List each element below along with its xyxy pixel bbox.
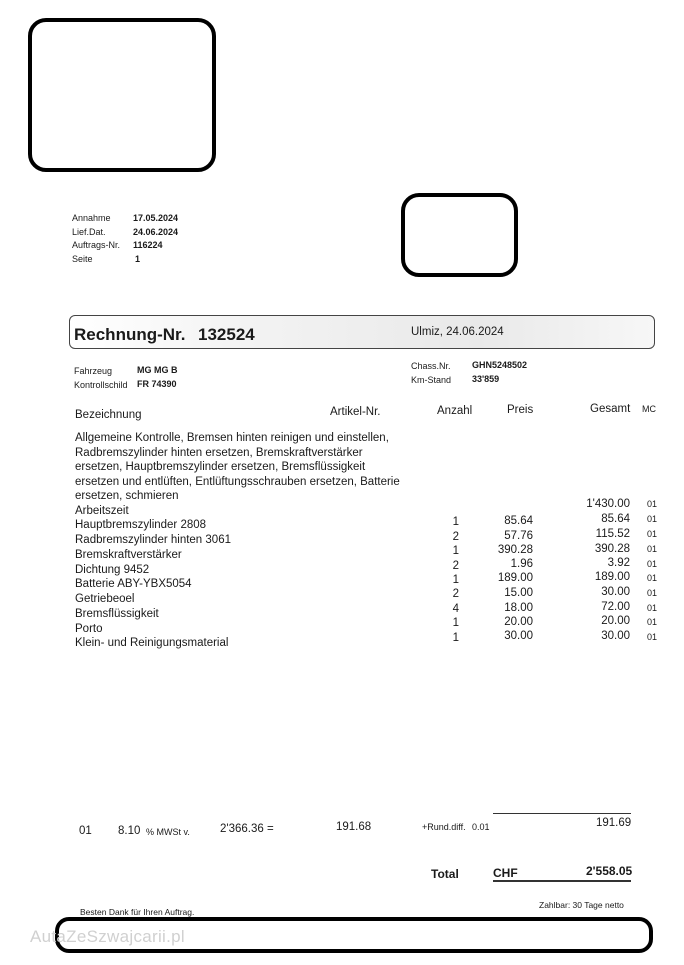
total-currency: CHF	[493, 866, 518, 880]
item-mc: 01	[647, 514, 658, 524]
payment-terms: Zahlbar: 30 Tage netto	[539, 900, 624, 910]
kontroll-value: FR 74390	[137, 379, 177, 389]
item-total: 20.00	[601, 615, 630, 627]
item-qty: 4	[452, 603, 459, 615]
item-total: 85.64	[601, 513, 630, 525]
item-qty: 1	[452, 617, 459, 629]
item-total: 3.92	[607, 557, 630, 569]
item-mc: 01	[647, 573, 658, 583]
item-total: 115.52	[595, 528, 630, 540]
item-total: 189.00	[594, 571, 630, 583]
item-qty: 1	[452, 545, 459, 557]
redacted-address-block	[28, 18, 216, 172]
km-value: 33'859	[472, 374, 500, 384]
invoice-title: Rechnung-Nr.	[74, 325, 186, 344]
item-qty: 1	[452, 574, 459, 586]
col-bezeichnung: Bezeichnung	[75, 409, 142, 421]
rund-label: +Rund.diff.	[422, 822, 466, 832]
seite-label: Seite	[72, 254, 93, 264]
total-amount: 2'558.05	[586, 864, 633, 878]
item-total: 72.00	[601, 601, 630, 613]
col-artikel: Artikel-Nr.	[330, 406, 381, 418]
item-name: Klein- und Reinigungsmaterial	[75, 637, 229, 649]
col-preis: Preis	[507, 404, 534, 416]
item-price: 85.64	[504, 515, 533, 527]
place-date: Ulmiz, 24.06.2024	[411, 326, 504, 338]
item-name: Arbeitszeit	[75, 505, 129, 517]
chass-value: GHN5248502	[472, 360, 528, 370]
total-rule	[493, 880, 631, 882]
item-mc: 01	[647, 632, 658, 642]
vat-amount: 191.68	[336, 821, 372, 833]
total-label: Total	[431, 867, 459, 881]
col-mc: MC	[642, 404, 656, 414]
item-total: 1'430.00	[586, 498, 630, 510]
rund-value: 0.01	[472, 822, 490, 832]
item-qty: 2	[452, 531, 459, 543]
thanks-note: Besten Dank für Ihren Auftrag.	[80, 907, 195, 917]
fahrzeug-value: MG MG B	[137, 365, 178, 375]
fahrzeug-label: Fahrzeug	[74, 366, 113, 376]
item-mc: 01	[647, 559, 658, 569]
col-gesamt: Gesamt	[590, 403, 631, 415]
item-total: 30.00	[601, 586, 630, 598]
item-price: 1.96	[510, 558, 533, 570]
item-qty: 1	[452, 516, 459, 528]
item-price: 30.00	[504, 630, 533, 642]
item-mc: 01	[647, 499, 658, 509]
redacted-logo-block	[401, 193, 518, 277]
item-name: Bremsflüssigkeit	[75, 608, 159, 620]
item-name: Porto	[75, 623, 103, 635]
auftrag-value: 116224	[133, 240, 163, 250]
item-mc: 01	[647, 617, 658, 627]
item-mc: 01	[647, 544, 658, 554]
item-total: 30.00	[601, 630, 630, 642]
annahme-label: Annahme	[72, 213, 111, 223]
item-qty: 1	[452, 632, 459, 644]
item-price: 20.00	[504, 616, 533, 628]
item-name: Getriebeoel	[75, 593, 135, 605]
item-mc: 01	[647, 529, 658, 539]
item-price: 57.76	[504, 530, 533, 542]
lief-label: Lief.Dat.	[72, 227, 106, 237]
item-price: 18.00	[504, 602, 533, 614]
watermark: AutaZeSzwajcarii.pl	[30, 927, 185, 946]
item-price: 15.00	[504, 587, 533, 599]
kontroll-label: Kontrollschild	[74, 380, 128, 390]
item-name: Dichtung 9452	[75, 564, 150, 576]
vat-rate: 8.10	[118, 825, 141, 837]
item-total: 390.28	[594, 543, 630, 555]
seite-value: 1	[135, 254, 141, 264]
item-qty: 2	[452, 560, 459, 572]
item-mc: 01	[647, 588, 658, 598]
invoice-number: 132524	[198, 325, 255, 344]
vat-rate-suffix: % MWSt v.	[146, 827, 190, 837]
vat-code: 01	[79, 825, 92, 837]
vat-total: 191.69	[596, 817, 632, 829]
vat-base: 2'366.36 =	[220, 823, 274, 835]
col-anzahl: Anzahl	[437, 405, 473, 417]
item-name: Batterie ABY-YBX5054	[75, 578, 192, 590]
km-label: Km-Stand	[411, 375, 452, 385]
item-name: Bremskraftverstärker	[75, 549, 182, 561]
annahme-value: 17.05.2024	[133, 213, 179, 223]
item-mc: 01	[647, 603, 658, 613]
item-name: Hauptbremszylinder 2808	[75, 519, 207, 531]
item-price: 390.28	[497, 544, 533, 556]
item-name: Radbremszylinder hinten 3061	[75, 534, 231, 546]
work-description: Allgemeine Kontrolle, Bremsen hinten reinigen und einstellen, Radbremszylinder hinten ersetzen, Bremskraftverstärker ersetzen, Hauptbremszylinder ersetzen, Bremsflüssigkeit ersetzen und entlüften, Entlüftungsschrauben ersetzen, Batterie ersetzen, schmieren	[75, 432, 400, 503]
auftrag-label: Auftrags-Nr.	[72, 240, 121, 250]
chass-label: Chass.Nr.	[411, 361, 451, 371]
lief-value: 24.06.2024	[133, 227, 179, 237]
item-qty: 2	[452, 588, 459, 600]
item-price: 189.00	[497, 572, 533, 584]
subtotal-rule	[493, 813, 631, 814]
table-row	[75, 630, 675, 652]
